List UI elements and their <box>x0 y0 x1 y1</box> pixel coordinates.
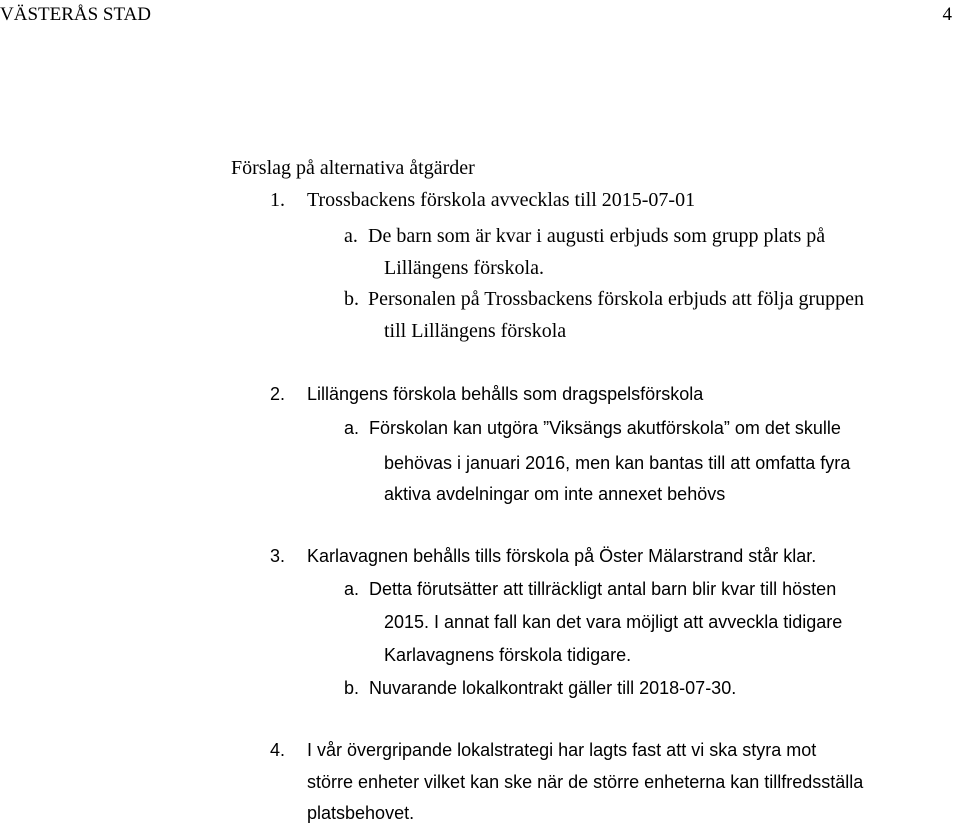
list-item-text: Karlavagnen behålls tills förskola på Öster Mälarstrand står klar. <box>307 546 817 566</box>
subitem-letter: a. <box>344 225 358 247</box>
header-org-name: VÄSTERÅS STAD <box>0 4 152 25</box>
subitem-line: till Lillängens förskola <box>384 320 567 342</box>
subitem-line: aktiva avdelningar om inte annexet behövs <box>384 484 726 504</box>
subitem-line: behövas i januari 2016, men kan bantas till att omfatta fyra <box>384 453 851 473</box>
list-item-text: Trossbackens förskola avvecklas till 2015-07-01 <box>307 189 696 211</box>
list-item-number: 2. <box>270 384 286 404</box>
page-number: 4 <box>942 4 952 25</box>
list-item-number: 1. <box>270 189 285 211</box>
list-item-line: större enheter vilket kan ske när de större enheterna kan tillfredsställa <box>307 772 864 792</box>
subitem-letter: a. <box>344 418 360 438</box>
subitem-line: Förskolan kan utgöra ”Viksängs akutförskola” om det skulle <box>369 418 841 438</box>
subitem-letter: b. <box>344 288 359 310</box>
subitem-line: 2015. I annat fall kan det vara möjligt att avveckla tidigare <box>384 612 843 632</box>
subitem-line: Personalen på Trossbackens förskola erbjuds att följa gruppen <box>368 288 865 310</box>
section-heading: Förslag på alternativa åtgärder <box>231 157 475 179</box>
subitem-line: Karlavagnens förskola tidigare. <box>384 645 632 665</box>
subitem-line: Nuvarande lokalkontrakt gäller till 2018-07-30. <box>369 678 737 698</box>
list-item-number: 3. <box>270 546 286 566</box>
list-item-line: I vår övergripande lokalstrategi har lagts fast att vi ska styra mot <box>307 740 817 760</box>
subitem-letter: a. <box>344 579 360 599</box>
list-item-line: platsbehovet. <box>307 803 415 823</box>
list-item-text: Lillängens förskola behålls som dragspelsförskola <box>307 384 704 404</box>
list-item-number: 4. <box>270 740 286 760</box>
subitem-letter: b. <box>344 678 360 698</box>
subitem-line: Detta förutsätter att tillräckligt antal barn blir kvar till hösten <box>369 579 837 599</box>
subitem-line: De barn som är kvar i augusti erbjuds som grupp plats på <box>368 225 826 247</box>
subitem-line: Lillängens förskola. <box>384 257 544 279</box>
